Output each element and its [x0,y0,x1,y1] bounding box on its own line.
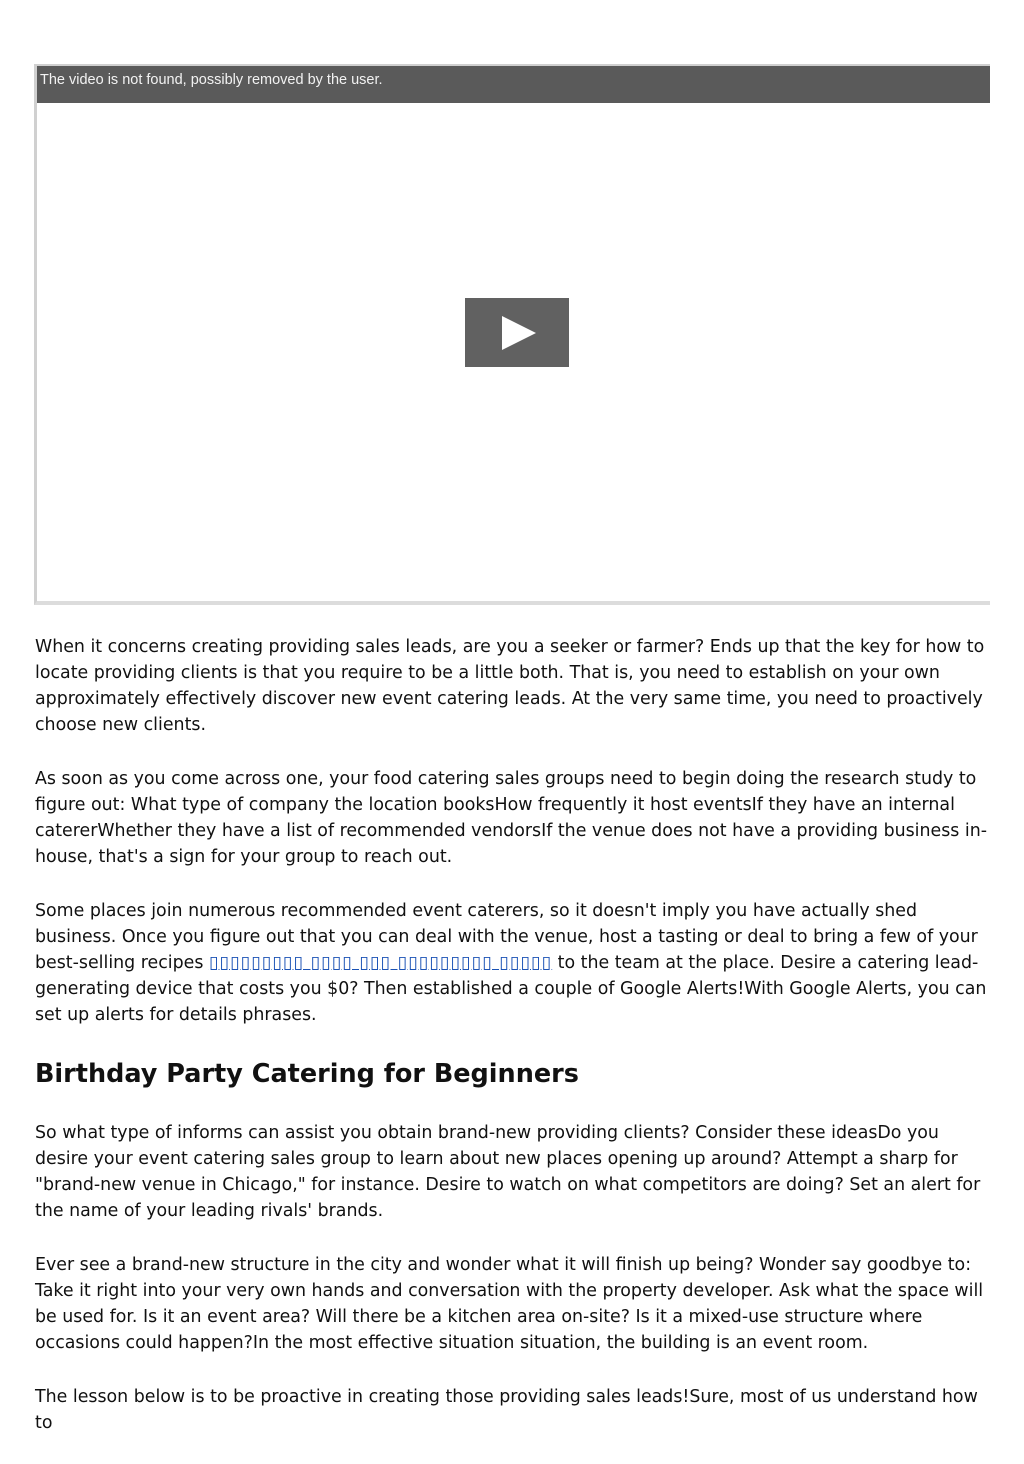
video-error-message: The video is not found, possibly removed by the user. [37,66,990,103]
paragraph-3-text-after: to the team at the place. Desire a catering lead-generating device that costs you $0? Then established a couple of Google Alerts!With Google Alerts, you can set up alerts for details phrases. [35,953,987,1025]
video-player[interactable] [34,64,990,605]
paragraph-4: So what type of informs can assist you obtain brand-new providing clients? Consider these ideasDo you desire your event catering sales group to learn about new places opening up around? Attempt a sharp for "brand-new venue in Chicago," for instance. Desire to watch on what competitors are doing? Set an alert for the name of your leading rivals' brands. [35,1123,981,1221]
play-icon [465,298,569,367]
paragraph-3-text-before: Some places join numerous recommended event caterers, so it doesn't imply you have actually shed business. Once you figure out that you can deal with the venue, host a tasting or deal to bring a few of your best-selling recipes [35,901,978,973]
paragraph-6: The lesson below is to be proactive in creating those providing sales leads!Sure, most of us understand how to [35,1387,978,1433]
article-body [35,634,995,1464]
section-heading: Birthday Party Catering for Beginners [35,1059,579,1089]
paragraph-1: When it concerns creating providing sales leads, are you a seeker or farmer? Ends up that the key for how to locate providing clients is that you require to be a little both. That is, you need to establish on your own approximately effectively discover new event catering leads. At the very same time, you need to proactively choose new clients. [35,637,985,735]
play-button[interactable] [465,298,569,367]
recipes-link[interactable]: ▯▯▯▯▯▯▯▯▯ ▯▯▯▯ ▯▯▯ ▯▯▯▯▯▯▯▯▯ ▯▯▯▯▯ [208,953,553,973]
paragraph-2: As soon as you come across one, your food catering sales groups need to begin doing the research study to figure out: What type of company the location booksHow frequently it host eventsIf they have an internal catererWhether they have a list of recommended vendorsIf the venue does not have a providing business in-house, that's a sign for your group to reach out. [35,769,988,867]
paragraph-5: Ever see a brand-new structure in the city and wonder what it will finish up being? Wonder say goodbye to: Take it right into your very own hands and conversation with the property developer. Ask what the space will be used for. Is it an event area? Will there be a kitchen area on-site? Is it a mixed-use structure where occasions could happen?In the most effective situation situation, the building is an event room. [35,1255,984,1353]
paragraph-3 [35,898,995,1028]
